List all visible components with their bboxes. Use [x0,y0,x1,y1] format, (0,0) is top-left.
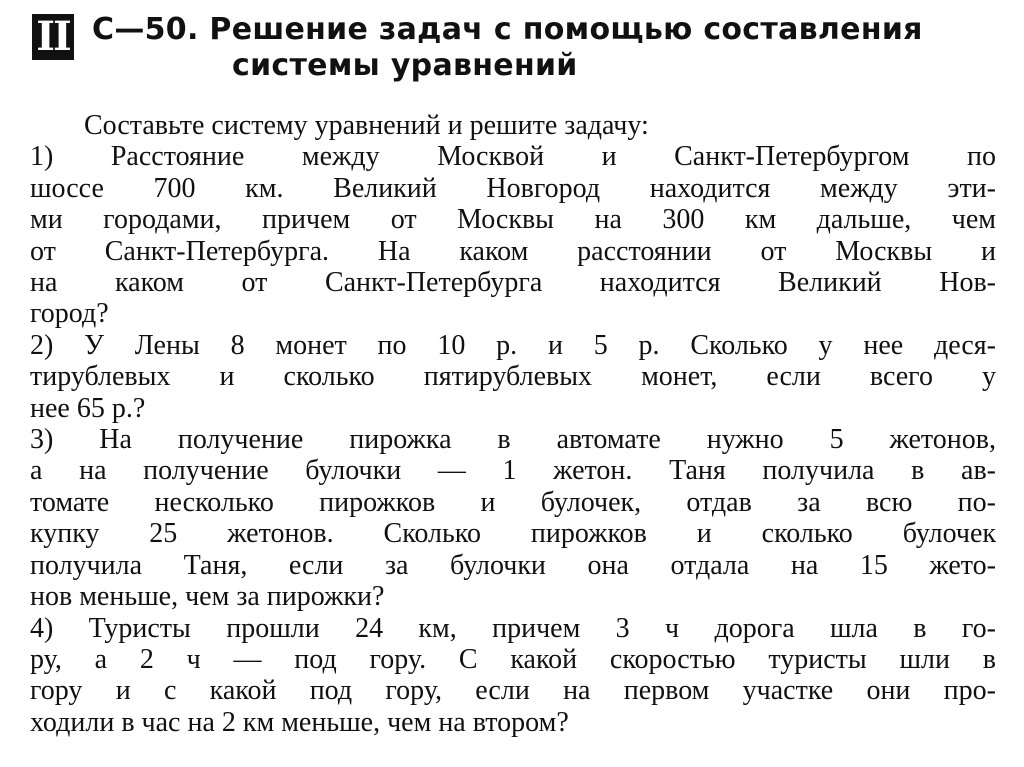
problem-line: а на получение булочки — 1 жетон. Таня получила в ав- [30,455,996,487]
problem-line: купку 25 жетонов. Сколько пирожков и сколько булочек [30,518,996,550]
problem-1 [30,141,996,329]
problem-line: гору и с какой под гору, если на первом участке они про- [30,675,996,707]
problem-line: от Санкт-Петербурга. На каком расстоянии от Москвы и [30,235,996,267]
problem-line: 2) У Лены 8 монет по 10 р. и 5 р. Сколько у нее деся- [30,329,996,361]
section-header [28,10,1008,90]
problem-line: шоссе 700 км. Великий Новгород находится между эти- [30,172,996,204]
problem-line: ходили в час на 2 км меньше, чем на втором? [30,706,569,738]
problem-line: 3) На получение пирожка в автомате нужно 5 жетонов, [30,424,996,456]
problem-line: 4) Туристы прошли 24 км, причем 3 ч дорога шла в го- [30,612,996,644]
difficulty-level-badge: II [32,14,74,60]
problem-line: нов меньше, чем за пирожки? [30,581,385,613]
problem-line: 1) Расстояние между Москвой и Санкт-Петербургом по [30,141,996,173]
section-title-line-2: системы уравнений [232,48,578,83]
problem-line: томате несколько пирожков и булочек, отдав за всю по- [30,486,996,518]
problem-3 [30,424,996,612]
problem-line: на каком от Санкт-Петербурга находится Великий Нов- [30,267,996,299]
exercise-text [30,110,996,738]
problem-2 [30,330,996,424]
instructions: Составьте систему уравнений и решите задачу: [84,110,649,141]
problem-line: ми городами, причем от Москвы на 300 км дальше, чем [30,204,996,236]
section-title [92,12,1002,84]
problem-line: получила Таня, если за булочки она отдала на 15 жето- [30,549,996,581]
section-title-line-1: С—50. Решение задач с помощью составления [92,12,923,47]
problem-line: нее 65 р.? [30,392,146,424]
problem-line: ру, а 2 ч — под гору. С какой скоростью туристы шли в [30,643,996,675]
problem-line: город? [30,298,109,330]
problem-4 [30,613,996,739]
problem-line: тирублевых и сколько пятирублевых монет, если всего у [30,361,996,393]
